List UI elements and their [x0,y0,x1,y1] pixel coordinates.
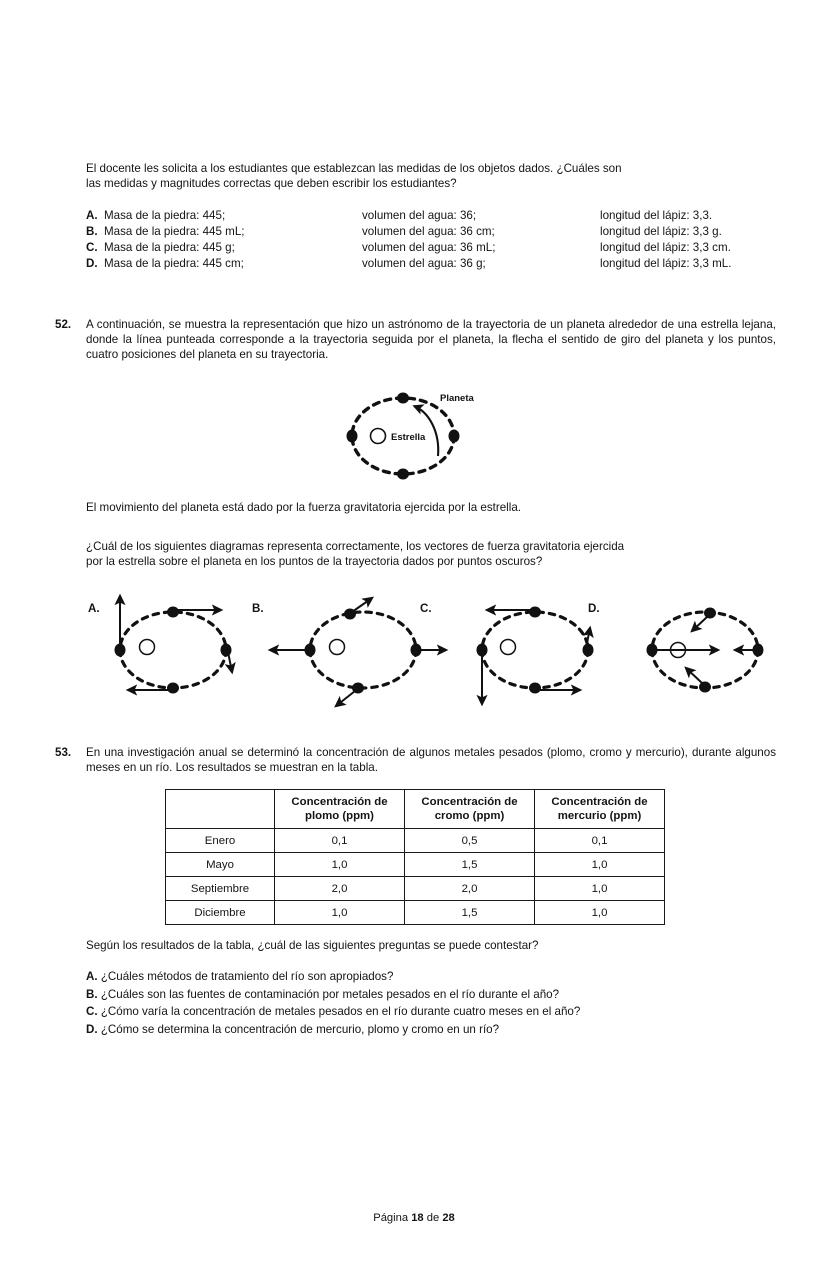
q53-stem: En una investigación anual se determinó la concentración de algunos metales pesados (plomo, cromo y mercurio), durante algunos meses en un río. Los resultados se muestran en la tabla. [86,746,776,775]
footer-page-number: 18 [411,1212,424,1224]
q52-option-letter-a: A. [88,602,100,615]
q52-option-letter-b: B. [252,602,264,615]
cell-cromo: 1,5 [405,853,535,877]
page-footer [0,1212,828,1224]
q51-option-row [86,224,776,240]
q52-option-letter-d: D. [588,602,600,615]
cell-cromo: 1,5 [405,901,535,925]
q53-results-table [165,789,665,925]
rotation-direction-arrow [414,406,438,456]
dot-top-c [529,607,541,618]
q53-option-letter: C. [86,1005,98,1019]
cell-mercurio: 1,0 [535,877,665,901]
star-circle-icon-b [330,640,345,655]
cell-month: Septiembre [166,877,275,901]
cell-plomo: 2,0 [275,877,405,901]
cell-plomo: 0,1 [275,829,405,853]
q52-question-line-2: por la estrella sobre el planeta en los puntos de la trayectoria dados por puntos oscuros? [86,555,543,568]
q51-stem-line-2: las medidas y magnitudes correctas que deben escribir los estudiantes? [86,177,457,190]
q51-option-letter: D. [86,257,98,270]
q53-option-d [86,1021,786,1039]
planet-dot-bottom [397,469,409,480]
table-row [166,829,665,853]
q51-option-letter: C. [86,241,98,254]
table-corner-cell [166,790,275,829]
q51-option-col2: volumen del agua: 36 g; [362,257,486,270]
q52-orbit-figure [330,388,510,488]
q52-stem: A continuación, se muestra la representación que hizo un astrónomo de la trayectoria de un planeta alrededor de una estrella lejana, donde la línea punteada corresponde a la trayectoria seguida por el planeta, la flecha el sentido de giro del planeta y los puntos, cuatro posiciones del planeta en su trayectoria. [86,318,776,362]
q51-option-row [86,240,776,256]
cell-cromo: 2,0 [405,877,535,901]
q51-option-letter: B. [86,225,98,238]
q52-diagram-a[interactable] [115,596,233,694]
header-line-1: Concentración de [291,796,388,808]
q53-options-list [86,968,786,1038]
cell-plomo: 1,0 [275,853,405,877]
star-circle-icon [371,429,386,444]
q51-stem-line-1: El docente les solicita a los estudiantes que establezcan las medidas de los objetos dados. ¿Cuáles son [86,162,622,175]
star-circle-icon-a [140,640,155,655]
q51-option-col1: Masa de la piedra: 445 g; [104,241,235,254]
q53-option-letter: A. [86,970,98,983]
planet-dot-top [397,393,409,404]
q53-option-letter: B. [86,987,98,1001]
footer-prefix: Página [373,1212,412,1224]
dot-right-c [583,644,594,657]
cell-mercurio: 1,0 [535,853,665,877]
q52-diagram-b[interactable] [270,598,446,706]
table-row [166,877,665,901]
table-header-mercurio [535,790,665,829]
q53-option-text: ¿Cómo se determina la concentración de mercurio, plomo y cromo en un río? [100,1022,500,1036]
footer-total-pages: 28 [442,1212,455,1224]
q52-number: 52. [55,318,72,331]
q53-option-c [86,1003,786,1021]
header-line-2: cromo (ppm) [434,810,505,822]
q53-option-text: ¿Cuáles son las fuentes de contaminación por metales pesados en el río durante el año? [100,987,560,1001]
q52-diagram-d[interactable] [647,608,764,693]
q53-option-text: ¿Cómo varía la concentración de metales pesados en el río durante cuatro meses en el año? [100,1005,581,1019]
q51-option-col2: volumen del agua: 36; [362,209,477,222]
vector-top-d [692,617,707,631]
q51-option-col2: volumen del agua: 36 mL; [362,241,496,254]
q52-question-line-1: ¿Cuál de los siguientes diagramas representa correctamente, los vectores de fuerza gravitatoria ejercida [86,540,625,553]
dot-bottom-a [167,683,179,694]
header-line-2: plomo (ppm) [305,810,374,822]
table-row [166,853,665,877]
q53-option-a [86,968,786,986]
dot-top-a [167,607,179,618]
cell-month: Mayo [166,853,275,877]
cell-cromo: 0,5 [405,829,535,853]
q51-option-col1: Masa de la piedra: 445 cm; [104,257,244,270]
q51-option-letter: A. [86,209,98,222]
q51-option-col3: longitud del lápiz: 3,3 mL. [600,257,732,270]
table-header-plomo [275,790,405,829]
q53-option-b [86,986,786,1004]
q51-option-col1: Masa de la piedra: 445 mL; [104,225,245,238]
orbit-ellipse-b [310,612,416,688]
q51-options-table [86,208,776,272]
estrella-label: Estrella [391,432,426,443]
q51-option-row [86,256,776,272]
vector-bottom-b [336,691,355,706]
table-header-cromo [405,790,535,829]
q53-prompt: Según los resultados de la tabla, ¿cuál de las siguientes preguntas se puede contestar? [86,939,539,952]
q52-note: El movimiento del planeta está dado por la fuerza gravitatoria ejercida por la estrella. [86,501,522,514]
footer-middle: de [423,1212,443,1224]
q51-option-col3: longitud del lápiz: 3,3 g. [600,225,722,238]
planeta-label: Planeta [440,393,474,404]
q53-option-letter: D. [86,1022,98,1036]
q52-option-letter-c: C. [420,602,432,615]
q53-number: 53. [55,746,72,759]
vector-top-b [352,598,372,612]
q51-option-col3: longitud del lápiz: 3,3. [600,209,713,222]
dot-right-d [753,644,764,657]
dot-right-a [221,644,232,657]
cell-plomo: 1,0 [275,901,405,925]
q52-diagram-c[interactable] [477,607,594,705]
cell-month: Enero [166,829,275,853]
cell-mercurio: 0,1 [535,829,665,853]
header-line-1: Concentración de [551,796,648,808]
cell-month: Diciembre [166,901,275,925]
orbit-ellipse-a [120,612,226,688]
table-header-row [166,790,665,829]
orbit-ellipse-c [482,612,588,688]
cell-mercurio: 1,0 [535,901,665,925]
q51-option-row [86,208,776,224]
q51-option-col2: volumen del agua: 36 cm; [362,225,495,238]
planet-dot-left [347,430,358,443]
vector-right-a [228,652,232,672]
q52-diagram-options [80,592,780,712]
q51-option-col1: Masa de la piedra: 445; [104,209,226,222]
table-row [166,901,665,925]
dot-bottom-c [529,683,541,694]
header-line-2: mercurio (ppm) [557,810,642,822]
q53-option-text: ¿Cuáles métodos de tratamiento del río son apropiados? [100,970,394,983]
header-line-1: Concentración de [421,796,518,808]
q51-option-col3: longitud del lápiz: 3,3 cm. [600,241,731,254]
star-circle-icon-c [501,640,516,655]
vector-bottom-d [686,668,702,683]
planet-dot-right [449,430,460,443]
